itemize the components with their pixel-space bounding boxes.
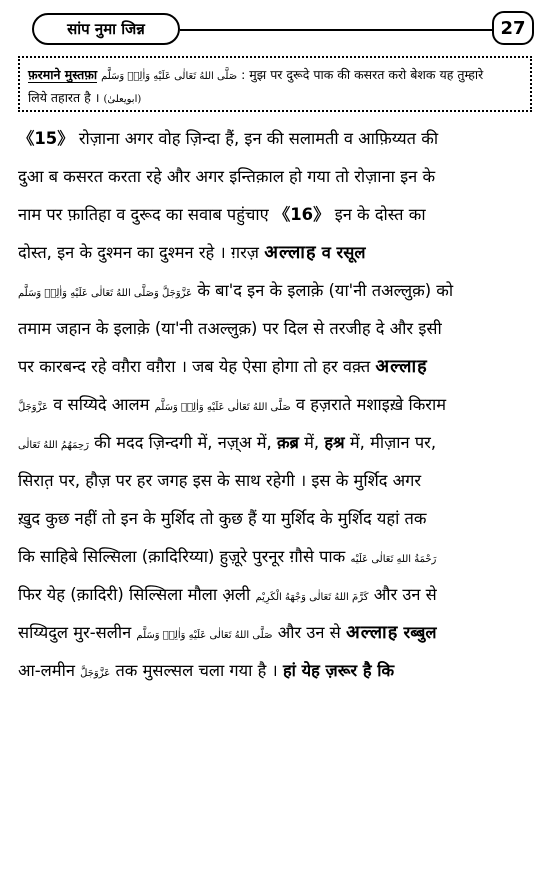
page-number: 27 [492,11,534,45]
hadith-line-2 [28,87,522,110]
text-span: दोस्त, इन के दुश्मन का दुश्मन रहे । ग़रज़ [18,243,259,262]
text-line [18,652,532,690]
honorific-arabic: عَزَّوَجَلَّ [18,402,49,413]
text-line [18,386,532,424]
text-line: दुआ ब कसरत करता रहे और अगर इन्तिक़ाल हो गया तो रोज़ाना इन के [18,167,436,186]
hadith-honorific: صَلَّى اللهُ تَعَالٰى عَلَيْهِ وَاٰلِهٖ وَسَلَّم [101,71,238,82]
point-number: 《15》 [18,129,74,148]
honorific-arabic: رَحِمَهُمُ اللهُ تَعَالٰی [18,440,89,451]
text-span: में, मीज़ान पर, [349,433,437,452]
hadith-text-1: : मुझ पर दुरूदे पाक की कसरत करो बेशक यह तुम्हारे [241,67,484,82]
text-span: के बा'द इन के इलाक़े (या'नी तअल्लुक़) को [197,281,454,300]
text-span: व सय्यिदे आलम [53,395,150,414]
text-span: सय्यिदुल मुर-सलीन [18,623,132,642]
honorific-arabic: صَلَّى اللهُ تَعَالٰى عَلَيْهِ وَاٰلِهٖ وَسَلَّم [136,630,273,641]
text-span: तक मुसल्सल चला गया है । [115,661,278,680]
text-span: और उन से [277,623,341,642]
qabr-word: क़ब्र [276,433,299,452]
text-line: सिरात़ पर, हौज़ पर हर जगह इस के साथ रहेगी । इस के मुर्शिद अगर [18,471,422,490]
page-header [0,0,550,54]
text-span: में, [304,433,320,452]
point-number: 《16》 [273,205,330,224]
text-line [18,272,532,310]
hadith-text-2: लिये तहारत है । [28,90,100,105]
text-line [18,614,532,652]
body-text [18,120,532,690]
text-span: रोज़ाना अगर वोह ज़िन्दा हैं, इन की सलामती व आफ़िय्यत की [78,129,439,148]
text-line [18,196,532,234]
text-span: और उन से [373,585,437,604]
honorific-arabic: صَلَّى اللهُ تَعَالٰى عَلَيْهِ وَاٰلِهٖ وَسَلَّم [154,402,291,413]
text-span: आ-लमीन [18,661,75,680]
text-span: रब्बुल [403,623,437,642]
allah-word: अल्लाह [375,356,428,377]
allah-word: अल्लाह [345,622,399,643]
hadith-box [18,56,532,112]
hadith-line-1 [28,64,522,87]
book-title: सांप नुमा जिन्न [32,13,180,45]
allah-word: अल्लाह [264,242,317,263]
text-line [18,424,532,462]
honorific-arabic: كَرَّمَ اللهُ تَعَالٰى وَجْهَهُ الْكَرِيْم [255,592,369,603]
text-span: पर कारबन्द रहे वग़ैरा वग़ैरा । जब येह ऐसा होगा तो हर वक़्त [18,357,371,376]
text-line [18,234,532,272]
hadith-source: (ابویعلیٰ) [103,94,142,105]
honorific-arabic: عَزَّوَجَلَّ وَصَلَّى اللهُ تَعَالٰى عَلَيْهِ وَاٰلِهٖ وَسَلَّم [18,288,193,299]
text-line: तमाम जहान के इलाक़े (या'नी तअल्लुक़) पर दिल से तरजीह दे और इसी [18,319,442,338]
text-span: इन के दोस्त का [334,205,426,224]
text-line: ख़ुद कुछ नहीं तो इन के मुर्शिद तो कुछ हैं या मुर्शिद के मुर्शिद यहां तक [18,509,427,528]
text-line [18,576,532,614]
text-span: हां येह ज़रूर है कि [282,661,395,680]
hashr-word: हश्र [324,433,345,452]
text-span: व हज़राते मशाइख़े किराम [295,395,447,414]
honorific-arabic: عَزَّوَجَلَّ [80,668,111,679]
text-span: नाम पर फ़ातिहा व दुरूद का सवाब पहुंचाए [18,205,269,224]
text-span: की मदद ज़िन्दगी में, नज़्अ में, [94,433,272,452]
text-line [18,538,532,576]
text-line [18,120,532,158]
text-span: फिर येह (क़ादिरी) सिल्सिला मौला अ़ली [18,585,251,604]
text-span: व रसूल [321,243,366,262]
header-divider [180,29,492,31]
text-line [18,348,532,386]
text-span: कि साहिबे सिल्सिला (क़ादिरिय्या) हुज़ूरे पुरनूर ग़ौसे पाक [18,547,346,566]
hadith-title: फ़रमाने मुस्तफ़ा [28,67,98,82]
honorific-arabic: رَحْمَةُ اللهِ تَعَالٰى عَلَيْه [350,554,437,565]
